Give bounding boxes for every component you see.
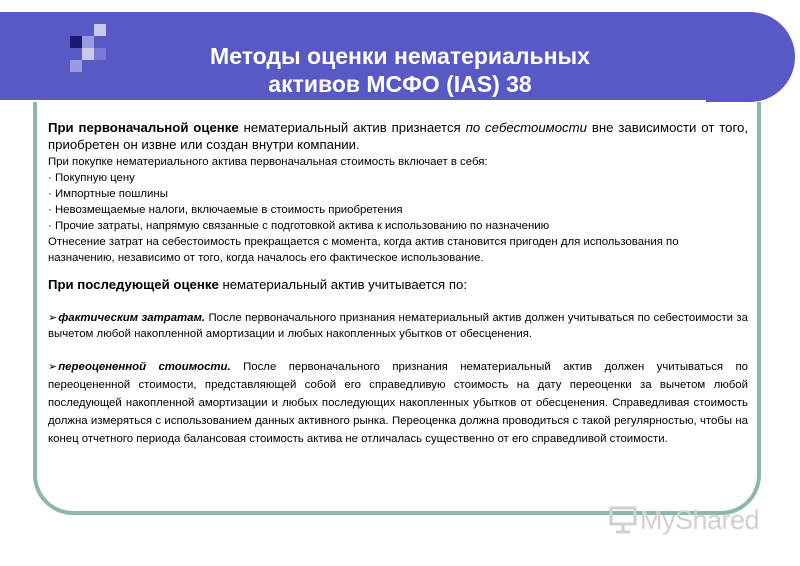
decor-square xyxy=(82,48,94,60)
title-line-1: Методы оценки нематериальных xyxy=(210,43,590,69)
revaluation-model-item xyxy=(48,358,748,448)
decor-square xyxy=(70,60,82,72)
subsequent-lead-text: нематериальный актив учитывается по: xyxy=(218,277,467,292)
decor-square xyxy=(94,24,106,36)
cost-model-text: После первоначального признания нематериальный актив должен учитываться по себестоимости за вычетом любой накопленной амортизации и любых накопленных убытков от обесценения. xyxy=(48,312,748,340)
watermark-text: MyShared xyxy=(640,505,760,535)
content-body xyxy=(48,119,748,448)
revaluation-model-text: После первоначального признания нематериальный актив должен учитываться по переоцененной стоимости, представляющей собой его справедливую стоимость на дату переоценки за вычетом любой последующей накопленной амортизации и любых последующих накопленных убытков от обесценения. Справедливая стоимость должна измеряться с использованием данных активного рынка. Переоценка должна проводиться с такой регулярностью, чтобы на конец отчетного периода балансовая стоимость актива не отличалась существенно от его справедливой стоимости. xyxy=(48,361,748,445)
cessation-text: Отнесение затрат на себестоимость прекращается с момента, когда актив становится пригоден для использования по назначению, независимо от того, когда началось его фактическое использование. xyxy=(48,236,679,264)
decor-square xyxy=(94,48,106,60)
presentation-board-icon xyxy=(608,505,638,535)
bullet-item: · Прочие затраты, напрямую связанные с подготовкой актива к использованию по назначению xyxy=(48,220,550,232)
title-line-2: активов МСФО (IAS) 38 xyxy=(268,71,532,97)
subsequent-lead xyxy=(48,276,748,293)
bullet-item: · Невозмещаемые налоги, включаемые в стоимость приобретения xyxy=(48,204,403,216)
initial-lead-text1: нематериальный актив признается xyxy=(238,120,466,135)
bullet-item: · Импортные пошлины xyxy=(48,188,168,200)
title-banner xyxy=(0,12,795,102)
arrow-bullet-icon: ➢ xyxy=(48,312,58,324)
initial-lead-italic: по себестоимости xyxy=(465,120,587,135)
bullet-item: · Покупную цену xyxy=(48,172,135,184)
cost-model-title: фактическим затратам. xyxy=(58,312,206,324)
initial-intro: При покупке нематериального актива первоначальная стоимость включает в себя: xyxy=(48,156,488,168)
myshared-watermark xyxy=(608,505,768,537)
initial-lead-text2: вне зависимости от того, приобретен он извне или создан внутри компании. xyxy=(48,120,748,152)
decor-square xyxy=(82,36,94,48)
subsequent-lead-bold: При последующей оценке xyxy=(48,277,219,292)
arrow-bullet-icon: ➢ xyxy=(48,361,58,373)
initial-lead xyxy=(48,119,748,153)
decor-square xyxy=(70,36,82,48)
page-title xyxy=(150,42,650,98)
cost-model-item xyxy=(48,310,748,342)
revaluation-model-title: переоцененной стоимости. xyxy=(58,361,231,373)
initial-lead-bold: При первоначальной оценке xyxy=(48,120,239,135)
